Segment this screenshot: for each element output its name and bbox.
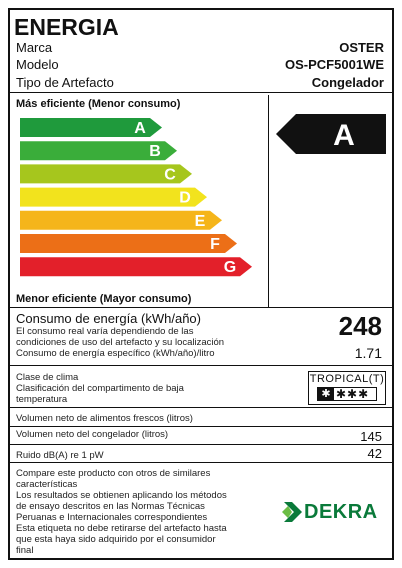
footer-line: Los resultados se obtienen aplicando los métodos — [16, 490, 227, 501]
rating-arrow-shape — [276, 114, 386, 154]
energy-label — [8, 8, 394, 560]
efficiency-bar-letter: B — [149, 143, 161, 161]
divider — [10, 462, 392, 463]
efficiency-bars-svg — [10, 10, 268, 310]
footer-line: que esta haya sido adquirido por el consumidor — [16, 534, 216, 545]
efficiency-bar-letter: C — [164, 166, 176, 184]
consumption-value: 248 — [338, 311, 382, 341]
consumption-note-line2: condiciones de uso del artefacto y su localización — [16, 337, 225, 348]
type-label: Tipo de Artefacto — [16, 75, 114, 90]
efficiency-bar-letter: A — [134, 120, 146, 137]
efficiency-bar-letter: D — [179, 189, 191, 207]
efficiency-bar-e — [20, 211, 222, 230]
dekra-logo-icon — [282, 500, 304, 524]
dekra-logo-text: DEKRA — [304, 501, 378, 523]
footer-line: Peruanas e Internacionales correspondientes — [16, 512, 208, 523]
efficiency-bar-letter: G — [223, 259, 237, 277]
divider — [10, 365, 392, 366]
efficiency-bar-letter: E — [194, 212, 206, 230]
divider — [10, 444, 392, 445]
freezer-volume-value: 145 — [360, 429, 382, 444]
scale-bottom-label: Menor eficiente (Mayor consumo) — [16, 293, 192, 305]
fresh-volume-label: Volumen neto de alimentos frescos (litros) — [16, 413, 193, 424]
model-value: OS-PCF5001WE — [285, 57, 384, 72]
specific-consumption-label: Consumo de energía específico (kWh/año)/litro — [16, 348, 215, 359]
divider — [10, 426, 392, 427]
efficiency-bar-f — [20, 234, 237, 253]
climate-class-value: TROPICAL(T) — [309, 373, 385, 385]
dekra-logo — [282, 498, 386, 526]
footer-text — [16, 468, 272, 556]
scale-divider — [268, 95, 269, 307]
brand-value: OSTER — [339, 40, 384, 55]
compartment-label-line2: temperatura — [16, 394, 68, 405]
footer-line: de ensayo descritos en las Normas Técnicas — [16, 501, 205, 512]
model-label: Modelo — [16, 57, 59, 72]
consumption-title: Consumo de energía (kWh/año) — [16, 311, 201, 326]
brand-label: Marca — [16, 40, 53, 55]
climate-class-label: Clase de clima — [16, 372, 79, 383]
noise-value: 42 — [367, 446, 382, 461]
divider — [10, 307, 392, 308]
star-rating-box — [317, 387, 377, 401]
footer-line: Esta etiqueta no debe retirarse del artefacto hasta — [16, 523, 227, 534]
label-title: ENERGIA — [14, 14, 119, 40]
climate-class-box — [308, 371, 386, 405]
footer-line: Compare este producto con otros de similares — [16, 468, 211, 479]
efficiency-bar-g — [20, 257, 252, 276]
compartment-label-line1: Clasificación del compartimento de baja — [16, 383, 184, 394]
star-snowflake-icon: ✱ — [318, 388, 334, 400]
divider — [10, 407, 392, 408]
efficiency-bars — [10, 10, 268, 310]
rating-arrow — [276, 114, 386, 154]
scale-top-label: Más eficiente (Menor consumo) — [16, 98, 181, 110]
footer-line: características — [16, 479, 78, 490]
rating-letter: A — [333, 119, 355, 152]
specific-consumption-value: 1.71 — [354, 345, 382, 361]
type-value: Congelador — [311, 75, 384, 90]
footer-line: final — [16, 545, 34, 556]
freezer-volume-label: Volumen neto del congelador (litros) — [16, 429, 169, 440]
consumption-note-line1: El consumo real varía dependiendo de las — [16, 326, 194, 337]
efficiency-bar-letter: F — [210, 236, 220, 253]
noise-label: Ruido dB(A) re 1 pW — [16, 450, 104, 461]
stars-icon: ✱✱✱ — [336, 387, 370, 401]
